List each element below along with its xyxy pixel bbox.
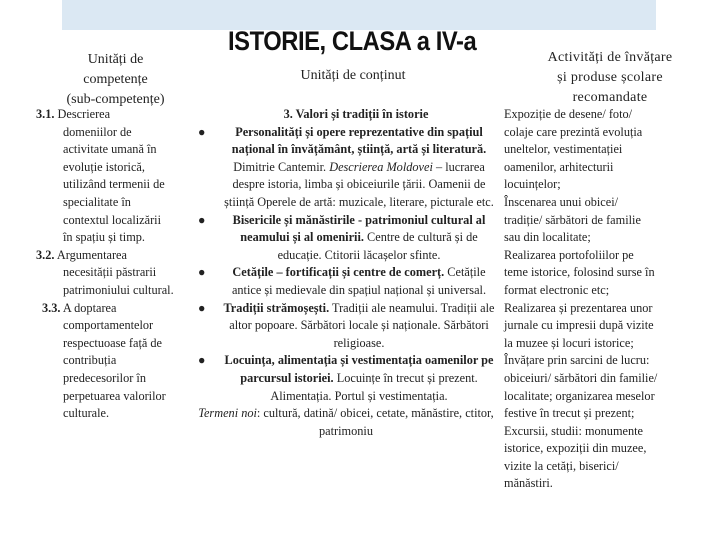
list-item: ● Locuința, alimentația și vestimentația oamenilor pe parcursul istoriei. Locuințe în trecut și prezent. Alimentația. Portul și vestimentația. <box>198 353 494 403</box>
bullet-icon: ● <box>198 300 206 315</box>
col-heading-competences: Unități de competențe (sub-competențe) <box>66 52 165 107</box>
content-list <box>196 124 496 406</box>
bullet-icon: ● <box>198 212 206 227</box>
section-title: 3. Valori și tradiții în istorie <box>283 107 429 121</box>
list-item: ● Bisericile și mănăstirile - patrimoniul cultural al neamului și al omenirii. Centre de cultură și de educație. Ctitorii lăcașelor sfinte. <box>198 212 486 262</box>
activities-column: Expoziție de desene/ foto/ colaje care prezintă evoluția uneltelor, vestimentației oamenilor, arhitecturii locuințelor; Înscenarea unui obicei/ tradiție/ sărbători de familie sau din localitate; Realizarea portofoliilor pe teme istorice, folosind surse în format electronic etc; Realizarea și prezentarea unor jurnale cu impresii după vizite la muzee și locuri istorice; Învățare prin sarcini de lucru: obiceiuri/ sărbători din familie/ localitate; organizarea meselor festive în trecut și prezent; Excursii, studii: monumente istorice, expoziții din muzee, vizite la cetăți, biserici/ mănăstiri. <box>504 107 658 491</box>
content-column <box>196 106 496 440</box>
col-heading-content: Unități de conținut <box>300 68 406 83</box>
new-terms: Termeni noi: cultură, datină/ obicei, cetate, mănăstire, ctitor, patrimoniu <box>198 406 494 438</box>
page-title: ISTORIE, CLASA a IV-a <box>228 26 477 56</box>
list-item: ● Personalități și opere reprezentative din spațiul național în învățământ, știință, artă și literatură. Dimitrie Cantemir. Descrierea Moldovei – lucrarea despre istoria, limba și obiceiurile țării. Oamenii de știință Operele de artă: muzicale, literare, picturale etc. <box>198 124 494 209</box>
list-item: ● Tradiții strămoșești. Tradiții ale neamului. Tradiții ale altor popoare. Sărbători locale și naționale. Sărbători religioase. <box>198 300 495 350</box>
competences-column: 3.1. Descrierea domeniilor de activitate umană în evoluție istorică, utilizând termenii de specialitate în contextul localizării în spațiu și timp. 3.2. Argumentarea necesității păstrarii patrimoniului cultural. 3.3. A doptarea comportamentelor respectuoase față de contribuția predecesorilor în perpetuarea valorilor culturale. <box>36 106 194 423</box>
bullet-icon: ● <box>198 124 206 139</box>
competence-3-1: 3.1. Descrierea <box>36 107 111 121</box>
bullet-icon: ● <box>198 353 206 368</box>
list-item: ● Cetățile – fortificații și centre de comerț. Cetățile antice și medievale din spațiul național și universal. <box>198 265 487 297</box>
competence-3-3: 3.3. A doptarea <box>42 300 117 315</box>
competence-3-2: 3.2. Argumentarea <box>36 247 127 262</box>
col-heading-activities: Activități de învățare și produse școlare recomandate <box>547 50 673 105</box>
bullet-icon: ● <box>198 265 206 280</box>
